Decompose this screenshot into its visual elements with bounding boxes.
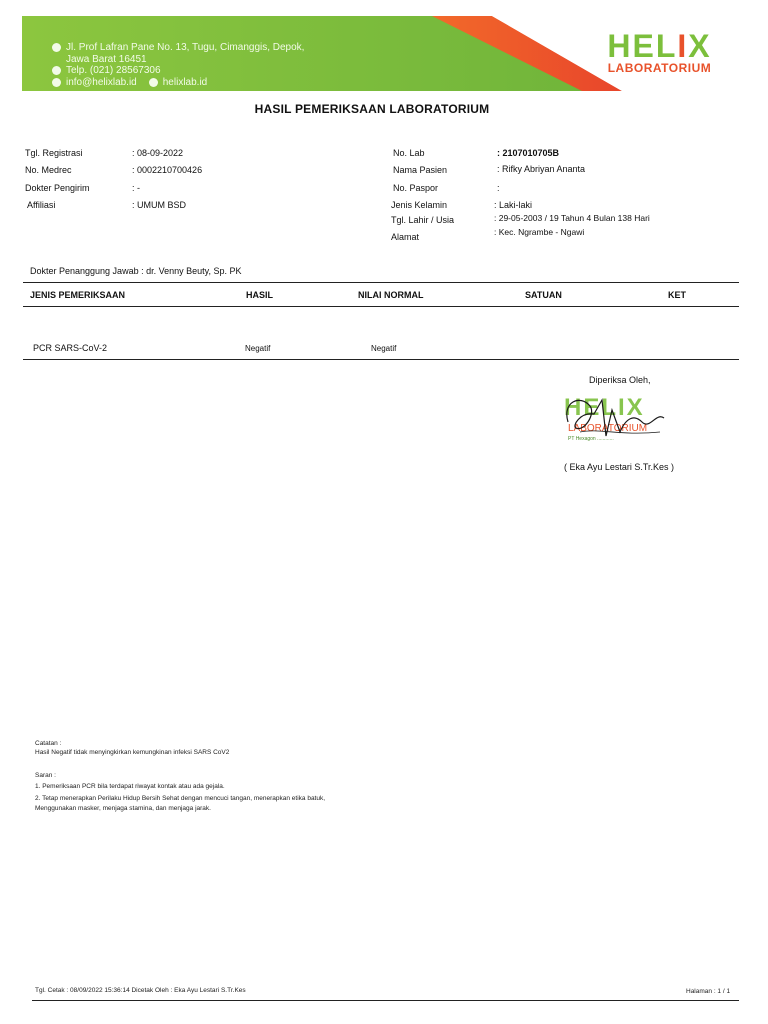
col-header-unit: SATUAN [525, 290, 562, 300]
referring-doctor-value: : - [132, 183, 140, 193]
lab-number-label: No. Lab [393, 148, 425, 158]
address-label: Alamat [391, 232, 420, 242]
signatory-name: ( Eka Ayu Lestari S.Tr.Kes ) [564, 462, 675, 472]
report-title: HASIL PEMERIKSAAN LABORATORIUM [254, 102, 490, 116]
col-header-normal: NILAI NORMAL [358, 290, 424, 300]
row-result: Negatif [245, 344, 271, 353]
suggestion-item-2-cont: Menggunakan masker, menjaga stamina, dan menjaga jarak. [35, 805, 211, 812]
email-icon [52, 78, 61, 87]
notes-label: Catatan : [35, 740, 62, 747]
stamp-company: PT Hexagon ............ [568, 436, 614, 442]
logo-subtitle: LABORATORIUM [607, 61, 712, 75]
passport-value: : [497, 183, 500, 193]
birthdate-age-value: : 29-05-2003 / 19 Tahun 4 Bulan 138 Hari [494, 213, 650, 223]
table-top-rule [23, 282, 739, 283]
logo-text-right: X [688, 28, 712, 64]
referring-doctor-label: Dokter Pengirim [25, 183, 90, 193]
lab-number-value: : 2107010705B [497, 148, 560, 158]
signature-heading: Diperiksa Oleh, [589, 375, 651, 385]
gender-label: Jenis Kelamin [391, 200, 448, 210]
table-header-rule [23, 306, 739, 307]
stamp-subtitle: LABORATORIUM [568, 423, 648, 434]
page-number: Halaman : 1 / 1 [686, 988, 731, 995]
address-value: : Kec. Ngrambe - Ngawi [494, 227, 585, 237]
website-link[interactable]: helixlab.id [162, 76, 208, 88]
address-line1: Jl. Prof Lafran Pane No. 13, Tugu, Cimanggis, Depok, [66, 42, 305, 53]
lab-stamp [560, 392, 676, 450]
birthdate-age-label: Tgl. Lahir / Usia [391, 215, 455, 225]
header-banner [22, 16, 747, 91]
affiliation-label: Affiliasi [27, 200, 56, 210]
phone-number: Telp. (021) 28567306 [66, 65, 161, 76]
contact-info [52, 42, 304, 88]
registration-date-value: : 08-09-2022 [132, 148, 184, 158]
notes-text: Hasil Negatif tidak menyingkirkan kemungkinan infeksi SARS CoV2 [35, 749, 230, 756]
suggestion-item-1: 1. Pemeriksaan PCR bila terdapat riwayat kontak atau ada gejala. [35, 783, 225, 790]
medrec-value: : 0002210700426 [132, 165, 203, 175]
passport-label: No. Paspor [393, 183, 439, 193]
address-line2: Jawa Barat 16451 [66, 53, 147, 65]
row-test-name: PCR SARS-CoV-2 [33, 343, 108, 353]
helix-logo [592, 30, 727, 74]
suggestion-item-2: 2. Tetap menerapkan Perilaku Hidup Bersih Sehat dengan mencuci tangan, menerapkan etika batuk, [35, 795, 326, 802]
row-normal-value: Negatif [371, 344, 397, 353]
registration-date-label: Tgl. Registrasi [25, 148, 83, 158]
patient-name-value: : Rifky Abriyan Ananta [497, 164, 586, 174]
patient-name-label: Nama Pasien [393, 165, 448, 175]
footer-rule [32, 1000, 739, 1001]
suggestion-label: Saran : [35, 772, 56, 779]
col-header-note: KET [668, 290, 686, 300]
email-address[interactable]: info@helixlab.id [66, 76, 137, 88]
stamp-logo-text: HELIX [564, 394, 645, 421]
col-header-test: JENIS PEMERIKSAAN [30, 290, 126, 300]
gender-value: : Laki-laki [494, 200, 533, 210]
medrec-label: No. Medrec [25, 165, 72, 175]
col-header-result: HASIL [246, 290, 273, 300]
location-icon [52, 43, 61, 52]
print-info: Tgl. Cetak : 08/09/2022 15:36:14 Dicetak Oleh : Eka Ayu Lestari S.Tr.Kes [35, 987, 246, 994]
handwritten-signature [560, 392, 676, 450]
logo-text-accent: I [677, 28, 689, 64]
logo-text-left: HEL [607, 28, 678, 64]
doctor-in-charge: Dokter Penanggung Jawab : dr. Venny Beuty, Sp. PK [30, 266, 242, 276]
globe-icon [149, 78, 158, 87]
phone-icon [52, 66, 61, 75]
affiliation-value: : UMUM BSD [132, 200, 186, 210]
table-bottom-rule [23, 359, 739, 360]
